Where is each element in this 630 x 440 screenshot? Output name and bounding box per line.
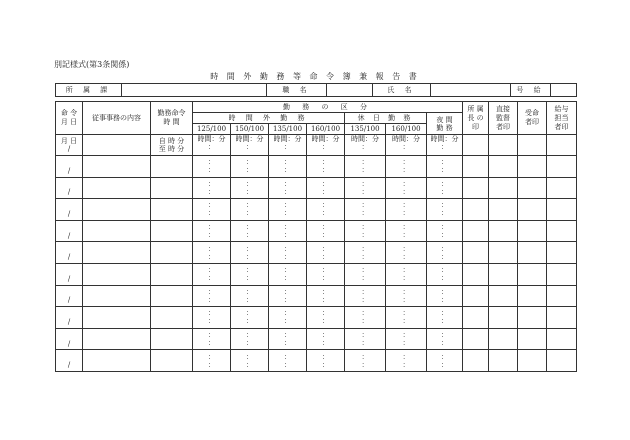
hours-cell[interactable]: ： ： bbox=[427, 285, 463, 307]
rate-160: 160/100 bbox=[307, 124, 345, 135]
recipient-seal-cell[interactable] bbox=[518, 199, 547, 221]
supervisor-seal-cell[interactable] bbox=[489, 350, 518, 372]
rate-135: 135/100 bbox=[269, 124, 307, 135]
hours-cell[interactable]: ： ： bbox=[231, 263, 269, 285]
payroll-seal-cell[interactable] bbox=[547, 350, 577, 372]
hours-cell[interactable]: ： ： bbox=[231, 156, 269, 178]
night-header: 夜 間 勤 務 bbox=[427, 113, 463, 135]
hours-cell[interactable]: 時間：分 ： bbox=[386, 135, 427, 156]
table-row bbox=[56, 350, 577, 372]
hours-cell[interactable]: ： ： bbox=[193, 328, 231, 350]
overtime-record-table bbox=[55, 101, 577, 372]
month-day-cell[interactable]: / bbox=[56, 285, 83, 307]
hours-cell[interactable]: ： ： bbox=[307, 242, 345, 264]
duties-cell[interactable] bbox=[83, 285, 151, 307]
payroll-seal-cell[interactable] bbox=[547, 242, 577, 264]
hours-cell[interactable]: ： ： bbox=[231, 177, 269, 199]
form-note: 別記様式(第3条関係) bbox=[54, 60, 130, 69]
month-day-cell[interactable]: / bbox=[56, 156, 83, 178]
hours-cell[interactable]: ： ： bbox=[386, 328, 427, 350]
hours-cell[interactable]: ： ： bbox=[231, 328, 269, 350]
recipient-seal-cell[interactable] bbox=[518, 263, 547, 285]
supervisor-seal-cell[interactable] bbox=[489, 242, 518, 264]
holiday-header: 休 日 勤 務 bbox=[345, 113, 427, 124]
hours-cell[interactable]: ： ： bbox=[269, 199, 307, 221]
recipient-seal-cell[interactable] bbox=[518, 242, 547, 264]
hours-cell[interactable]: ： ： bbox=[386, 263, 427, 285]
duties-cell[interactable] bbox=[83, 177, 151, 199]
hours-cell[interactable]: ： ： bbox=[307, 350, 345, 372]
info-table bbox=[55, 83, 577, 97]
month-day-cell[interactable]: / bbox=[56, 350, 83, 372]
hours-cell[interactable]: ： ： bbox=[345, 177, 386, 199]
hours-cell[interactable]: ： ： bbox=[193, 285, 231, 307]
hours-cell[interactable]: ： ： bbox=[193, 177, 231, 199]
hours-cell[interactable]: ： ： bbox=[231, 220, 269, 242]
hours-cell[interactable]: ： ： bbox=[427, 177, 463, 199]
payroll-seal-cell[interactable] bbox=[547, 177, 577, 199]
hours-cell[interactable]: ： ： bbox=[307, 307, 345, 329]
hours-cell[interactable]: ： ： bbox=[231, 285, 269, 307]
hours-cell[interactable]: ： ： bbox=[231, 242, 269, 264]
supervisor-seal-cell[interactable] bbox=[489, 177, 518, 199]
supervisor-seal-cell[interactable] bbox=[489, 135, 518, 156]
order-time-cell[interactable] bbox=[151, 242, 193, 264]
hours-cell[interactable]: ： ： bbox=[193, 199, 231, 221]
rate-holiday-160: 160/100 bbox=[386, 124, 427, 135]
hours-cell[interactable]: ： ： bbox=[193, 156, 231, 178]
chief-seal-cell[interactable] bbox=[463, 177, 489, 199]
supervisor-seal-cell[interactable] bbox=[489, 328, 518, 350]
hours-cell[interactable]: ： ： bbox=[307, 199, 345, 221]
hours-cell[interactable]: ： ： bbox=[269, 242, 307, 264]
month-day-cell[interactable]: / bbox=[56, 307, 83, 329]
hours-cell[interactable]: ： ： bbox=[345, 263, 386, 285]
rate-150: 150/100 bbox=[231, 124, 269, 135]
supervisor-seal-cell[interactable] bbox=[489, 156, 518, 178]
supervisor-seal-cell[interactable] bbox=[489, 199, 518, 221]
supervisor-seal-cell[interactable] bbox=[489, 220, 518, 242]
rate-125: 125/100 bbox=[193, 124, 231, 135]
supervisor-seal-header: 直接 監督 者印 bbox=[489, 102, 518, 135]
chief-seal-header: 所 属 長 の 印 bbox=[463, 102, 489, 135]
duties-cell[interactable] bbox=[83, 156, 151, 178]
hours-cell[interactable]: 時間：分 ： bbox=[269, 135, 307, 156]
hours-cell[interactable]: ： ： bbox=[386, 350, 427, 372]
hours-cell[interactable]: ： ： bbox=[193, 263, 231, 285]
department-label: 所 属 課 bbox=[56, 84, 122, 97]
month-day-cell[interactable]: / bbox=[56, 199, 83, 221]
hours-cell[interactable]: ： ： bbox=[345, 307, 386, 329]
payroll-seal-cell[interactable] bbox=[547, 220, 577, 242]
order-time-cell[interactable] bbox=[151, 328, 193, 350]
hours-cell[interactable]: ： ： bbox=[307, 328, 345, 350]
hours-cell[interactable]: ： ： bbox=[386, 220, 427, 242]
order-date-header: 命 令 月 日 bbox=[56, 102, 83, 135]
order-time-cell[interactable] bbox=[151, 177, 193, 199]
hours-cell[interactable]: ： ： bbox=[231, 307, 269, 329]
job-title-field[interactable] bbox=[327, 84, 373, 97]
payroll-seal-cell[interactable] bbox=[547, 263, 577, 285]
month-day-cell[interactable]: / bbox=[56, 328, 83, 350]
hours-cell[interactable]: ： ： bbox=[345, 220, 386, 242]
hours-cell[interactable]: 時間：分 ： bbox=[231, 135, 269, 156]
chief-seal-cell[interactable] bbox=[463, 328, 489, 350]
payroll-seal-cell[interactable] bbox=[547, 156, 577, 178]
hours-cell[interactable]: ： ： bbox=[269, 156, 307, 178]
month-day-cell[interactable]: / bbox=[56, 177, 83, 199]
table-row bbox=[56, 263, 577, 285]
payroll-seal-cell[interactable] bbox=[547, 285, 577, 307]
department-field[interactable] bbox=[122, 84, 267, 97]
hours-cell[interactable]: 時間：分 ： bbox=[193, 135, 231, 156]
chief-seal-cell[interactable] bbox=[463, 350, 489, 372]
duties-cell[interactable] bbox=[83, 135, 151, 156]
table-row bbox=[56, 156, 577, 178]
order-time-cell[interactable] bbox=[151, 350, 193, 372]
hours-cell[interactable]: ： ： bbox=[307, 177, 345, 199]
chief-seal-cell[interactable] bbox=[463, 220, 489, 242]
supervisor-seal-cell[interactable] bbox=[489, 285, 518, 307]
hours-cell[interactable]: ： ： bbox=[386, 285, 427, 307]
recipient-seal-cell[interactable] bbox=[518, 177, 547, 199]
table-row bbox=[56, 307, 577, 329]
hours-cell[interactable]: ： ： bbox=[307, 156, 345, 178]
recipient-seal-header: 受命 者印 bbox=[518, 102, 547, 135]
hours-cell[interactable]: ： ： bbox=[427, 263, 463, 285]
hours-cell[interactable]: ： ： bbox=[345, 328, 386, 350]
duties-cell[interactable] bbox=[83, 263, 151, 285]
recipient-seal-cell[interactable] bbox=[518, 307, 547, 329]
supervisor-seal-cell[interactable] bbox=[489, 263, 518, 285]
duties-header: 従事事務の内容 bbox=[83, 102, 151, 135]
hours-cell[interactable]: ： ： bbox=[307, 220, 345, 242]
hours-cell[interactable]: ： ： bbox=[307, 263, 345, 285]
order-time-cell[interactable] bbox=[151, 199, 193, 221]
overtime-header: 時 間 外 勤 務 bbox=[193, 113, 345, 124]
order-time-cell[interactable] bbox=[151, 156, 193, 178]
recipient-seal-cell[interactable] bbox=[518, 220, 547, 242]
hours-cell[interactable]: ： ： bbox=[269, 220, 307, 242]
chief-seal-cell[interactable] bbox=[463, 199, 489, 221]
hours-cell[interactable]: 時間：分 ： bbox=[427, 135, 463, 156]
duties-cell[interactable] bbox=[83, 350, 151, 372]
table-row bbox=[56, 328, 577, 350]
month-day-cell[interactable]: / bbox=[56, 263, 83, 285]
payroll-seal-cell[interactable] bbox=[547, 135, 577, 156]
payroll-seal-cell[interactable] bbox=[547, 199, 577, 221]
name-label: 氏 名 bbox=[373, 84, 431, 97]
name-field[interactable] bbox=[431, 84, 511, 97]
order-time-cell[interactable]: 自 時 分 至 時 分 bbox=[151, 135, 193, 156]
hours-cell[interactable]: ： ： bbox=[427, 242, 463, 264]
order-time-cell[interactable] bbox=[151, 220, 193, 242]
order-time-cell[interactable] bbox=[151, 263, 193, 285]
recipient-seal-cell[interactable] bbox=[518, 328, 547, 350]
rate-holiday-135: 135/100 bbox=[345, 124, 386, 135]
duties-cell[interactable] bbox=[83, 199, 151, 221]
hours-cell[interactable]: ： ： bbox=[345, 242, 386, 264]
job-title-label: 職 名 bbox=[267, 84, 327, 97]
duties-cell[interactable] bbox=[83, 220, 151, 242]
hours-cell[interactable]: ： ： bbox=[269, 350, 307, 372]
hours-cell[interactable]: ： ： bbox=[307, 285, 345, 307]
hours-cell[interactable]: ： ： bbox=[386, 242, 427, 264]
chief-seal-cell[interactable] bbox=[463, 135, 489, 156]
entry-rows bbox=[56, 156, 577, 372]
hours-cell[interactable]: ： ： bbox=[193, 242, 231, 264]
form-title: 時 間 外 勤 務 等 命 令 簿 兼 報 告 書 bbox=[210, 72, 420, 81]
hours-cell[interactable]: ： ： bbox=[427, 156, 463, 178]
table-row bbox=[56, 242, 577, 264]
table-row bbox=[56, 199, 577, 221]
order-time-cell[interactable] bbox=[151, 285, 193, 307]
recipient-seal-cell[interactable] bbox=[518, 135, 547, 156]
supervisor-seal-cell[interactable] bbox=[489, 307, 518, 329]
hours-cell[interactable]: ： ： bbox=[269, 177, 307, 199]
hours-cell[interactable]: ： ： bbox=[386, 177, 427, 199]
table-row bbox=[56, 177, 577, 199]
chief-seal-cell[interactable] bbox=[463, 263, 489, 285]
hours-cell[interactable]: ： ： bbox=[345, 285, 386, 307]
payroll-seal-cell[interactable] bbox=[547, 328, 577, 350]
table-row bbox=[56, 220, 577, 242]
recipient-seal-cell[interactable] bbox=[518, 285, 547, 307]
order-time-header: 勤務命令 時 間 bbox=[151, 102, 193, 135]
hours-cell[interactable]: ： ： bbox=[269, 328, 307, 350]
duties-cell[interactable] bbox=[83, 307, 151, 329]
hours-cell[interactable]: ： ： bbox=[427, 328, 463, 350]
salary-grade-field[interactable] bbox=[551, 84, 577, 97]
month-day-cell[interactable]: 月 日 / bbox=[56, 135, 83, 156]
hours-cell[interactable]: ： ： bbox=[345, 156, 386, 178]
month-day-cell[interactable]: / bbox=[56, 220, 83, 242]
hours-cell[interactable]: ： ： bbox=[386, 307, 427, 329]
hours-cell[interactable]: ： ： bbox=[345, 350, 386, 372]
chief-seal-cell[interactable] bbox=[463, 242, 489, 264]
hours-cell[interactable]: ： ： bbox=[386, 156, 427, 178]
payroll-seal-header: 給与 担当 者印 bbox=[547, 102, 577, 135]
hours-cell[interactable]: ： ： bbox=[231, 199, 269, 221]
hours-cell[interactable]: ： ： bbox=[386, 199, 427, 221]
hours-cell[interactable]: ： ： bbox=[427, 350, 463, 372]
hours-cell[interactable]: ： ： bbox=[193, 350, 231, 372]
hours-cell[interactable]: 時間：分 ： bbox=[307, 135, 345, 156]
duties-cell[interactable] bbox=[83, 328, 151, 350]
hours-cell[interactable]: ： ： bbox=[269, 307, 307, 329]
hours-cell[interactable]: ： ： bbox=[427, 220, 463, 242]
hours-cell[interactable]: ： ： bbox=[427, 199, 463, 221]
chief-seal-cell[interactable] bbox=[463, 307, 489, 329]
chief-seal-cell[interactable] bbox=[463, 156, 489, 178]
work-category-header: 勤 務 の 区 分 bbox=[193, 102, 463, 113]
hours-cell[interactable]: ： ： bbox=[231, 350, 269, 372]
duties-cell[interactable] bbox=[83, 242, 151, 264]
hours-cell[interactable]: ： ： bbox=[345, 199, 386, 221]
hours-cell[interactable]: ： ： bbox=[269, 285, 307, 307]
payroll-seal-cell[interactable] bbox=[547, 307, 577, 329]
recipient-seal-cell[interactable] bbox=[518, 156, 547, 178]
table-row bbox=[56, 285, 577, 307]
hours-cell[interactable]: ： ： bbox=[193, 307, 231, 329]
order-time-cell[interactable] bbox=[151, 307, 193, 329]
month-day-cell[interactable]: / bbox=[56, 242, 83, 264]
hours-cell[interactable]: ： ： bbox=[193, 220, 231, 242]
chief-seal-cell[interactable] bbox=[463, 285, 489, 307]
hours-cell[interactable]: ： ： bbox=[269, 263, 307, 285]
hours-cell[interactable]: 時間：分 ： bbox=[345, 135, 386, 156]
salary-grade-label: 号 給 bbox=[511, 84, 551, 97]
recipient-seal-cell[interactable] bbox=[518, 350, 547, 372]
hours-cell[interactable]: ： ： bbox=[427, 307, 463, 329]
